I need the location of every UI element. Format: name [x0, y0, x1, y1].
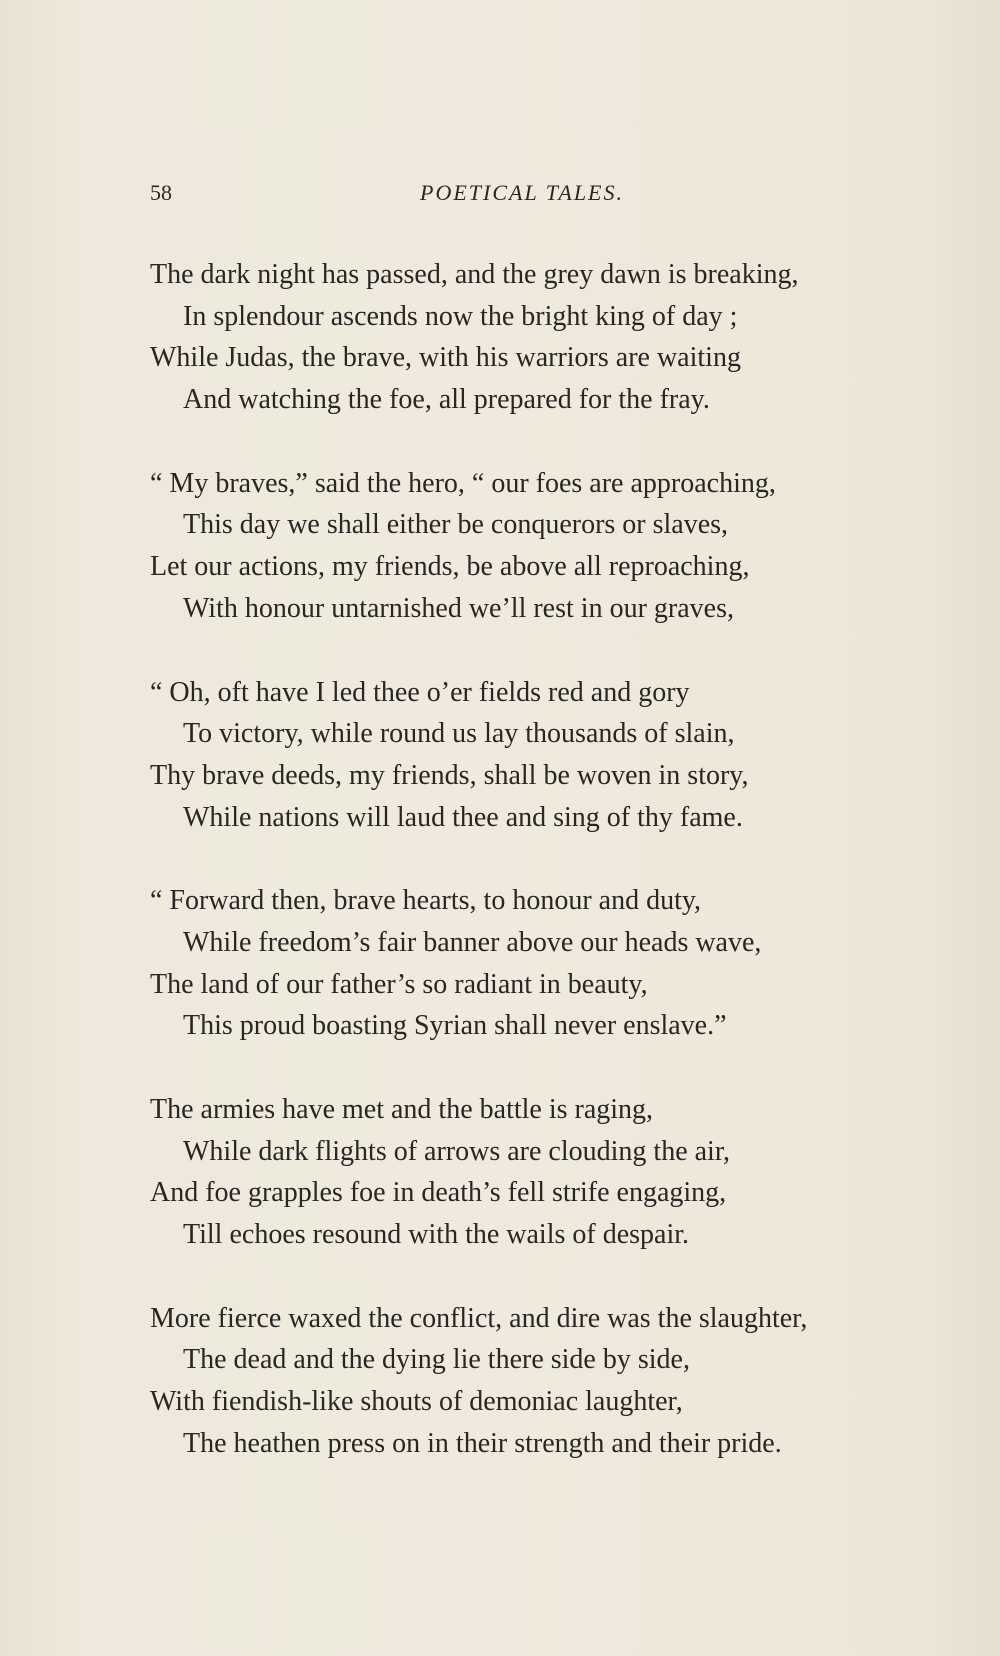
page-number: 58: [150, 180, 172, 205]
stanza-6: [150, 1298, 930, 1465]
poem-line: The heathen press on in their strength and their pride.: [183, 1427, 782, 1459]
poem-line: Let our actions, my friends, be above all reproaching,: [150, 551, 750, 583]
stanza-2: [150, 463, 930, 630]
poem-line: “ My braves,” said the hero, “ our foes are approaching,: [150, 467, 776, 499]
poem-line: While freedom’s fair banner above our heads wave,: [183, 926, 762, 958]
poem-line: The dark night has passed, and the grey dawn is breaking,: [150, 259, 799, 290]
poem-line: “ Forward then, brave hearts, to honour and duty,: [150, 885, 702, 917]
poem-line: With honour untarnished we’ll rest in our graves,: [183, 592, 734, 624]
poem-line: While dark flights of arrows are clouding the air,: [183, 1135, 731, 1167]
poem-line: While Judas, the brave, with his warriors are waiting: [150, 342, 741, 374]
poem-line: In splendour ascends now the bright king of day ;: [183, 300, 738, 332]
poem-line: This day we shall either be conquerors or slaves,: [183, 509, 729, 541]
page-header: [150, 180, 910, 216]
poem-body: [150, 254, 930, 1465]
poem-line: And foe grapples foe in death’s fell strife engaging,: [150, 1177, 727, 1209]
poem-line: The dead and the dying lie there side by side,: [183, 1344, 690, 1376]
poem-line: The armies have met and the battle is raging,: [150, 1094, 654, 1125]
poem-line: More fierce waxed the conflict, and dire was the slaughter,: [150, 1302, 808, 1334]
stanza-break: [150, 630, 930, 672]
poem-line: And watching the foe, all prepared for the fray.: [183, 384, 710, 416]
poem-line: This proud boasting Syrian shall never enslave.”: [183, 1010, 727, 1042]
stanza-5: [150, 1089, 930, 1256]
poem-line: “ Oh, oft have I led thee o’er fields red and gory: [150, 676, 690, 708]
poem-line: While nations will laud thee and sing of thy fame.: [183, 801, 743, 833]
poem-line: Thy brave deeds, my friends, shall be woven in story,: [150, 759, 749, 791]
stanza-break: [150, 1047, 930, 1089]
stanza-break: [150, 838, 930, 880]
stanza-1: [150, 254, 930, 421]
stanza-break: [150, 1256, 930, 1298]
poem-line: With fiendish-like shouts of demoniac laughter,: [150, 1386, 683, 1418]
poem-line: To victory, while round us lay thousands of slain,: [183, 718, 735, 750]
poem-line: The land of our father’s so radiant in beauty,: [150, 968, 648, 1000]
running-title: POETICAL TALES.: [420, 180, 624, 205]
stanza-4: [150, 880, 930, 1047]
poem-line: Till echoes resound with the wails of despair.: [183, 1219, 690, 1251]
stanza-break: [150, 421, 930, 463]
stanza-3: [150, 672, 930, 839]
